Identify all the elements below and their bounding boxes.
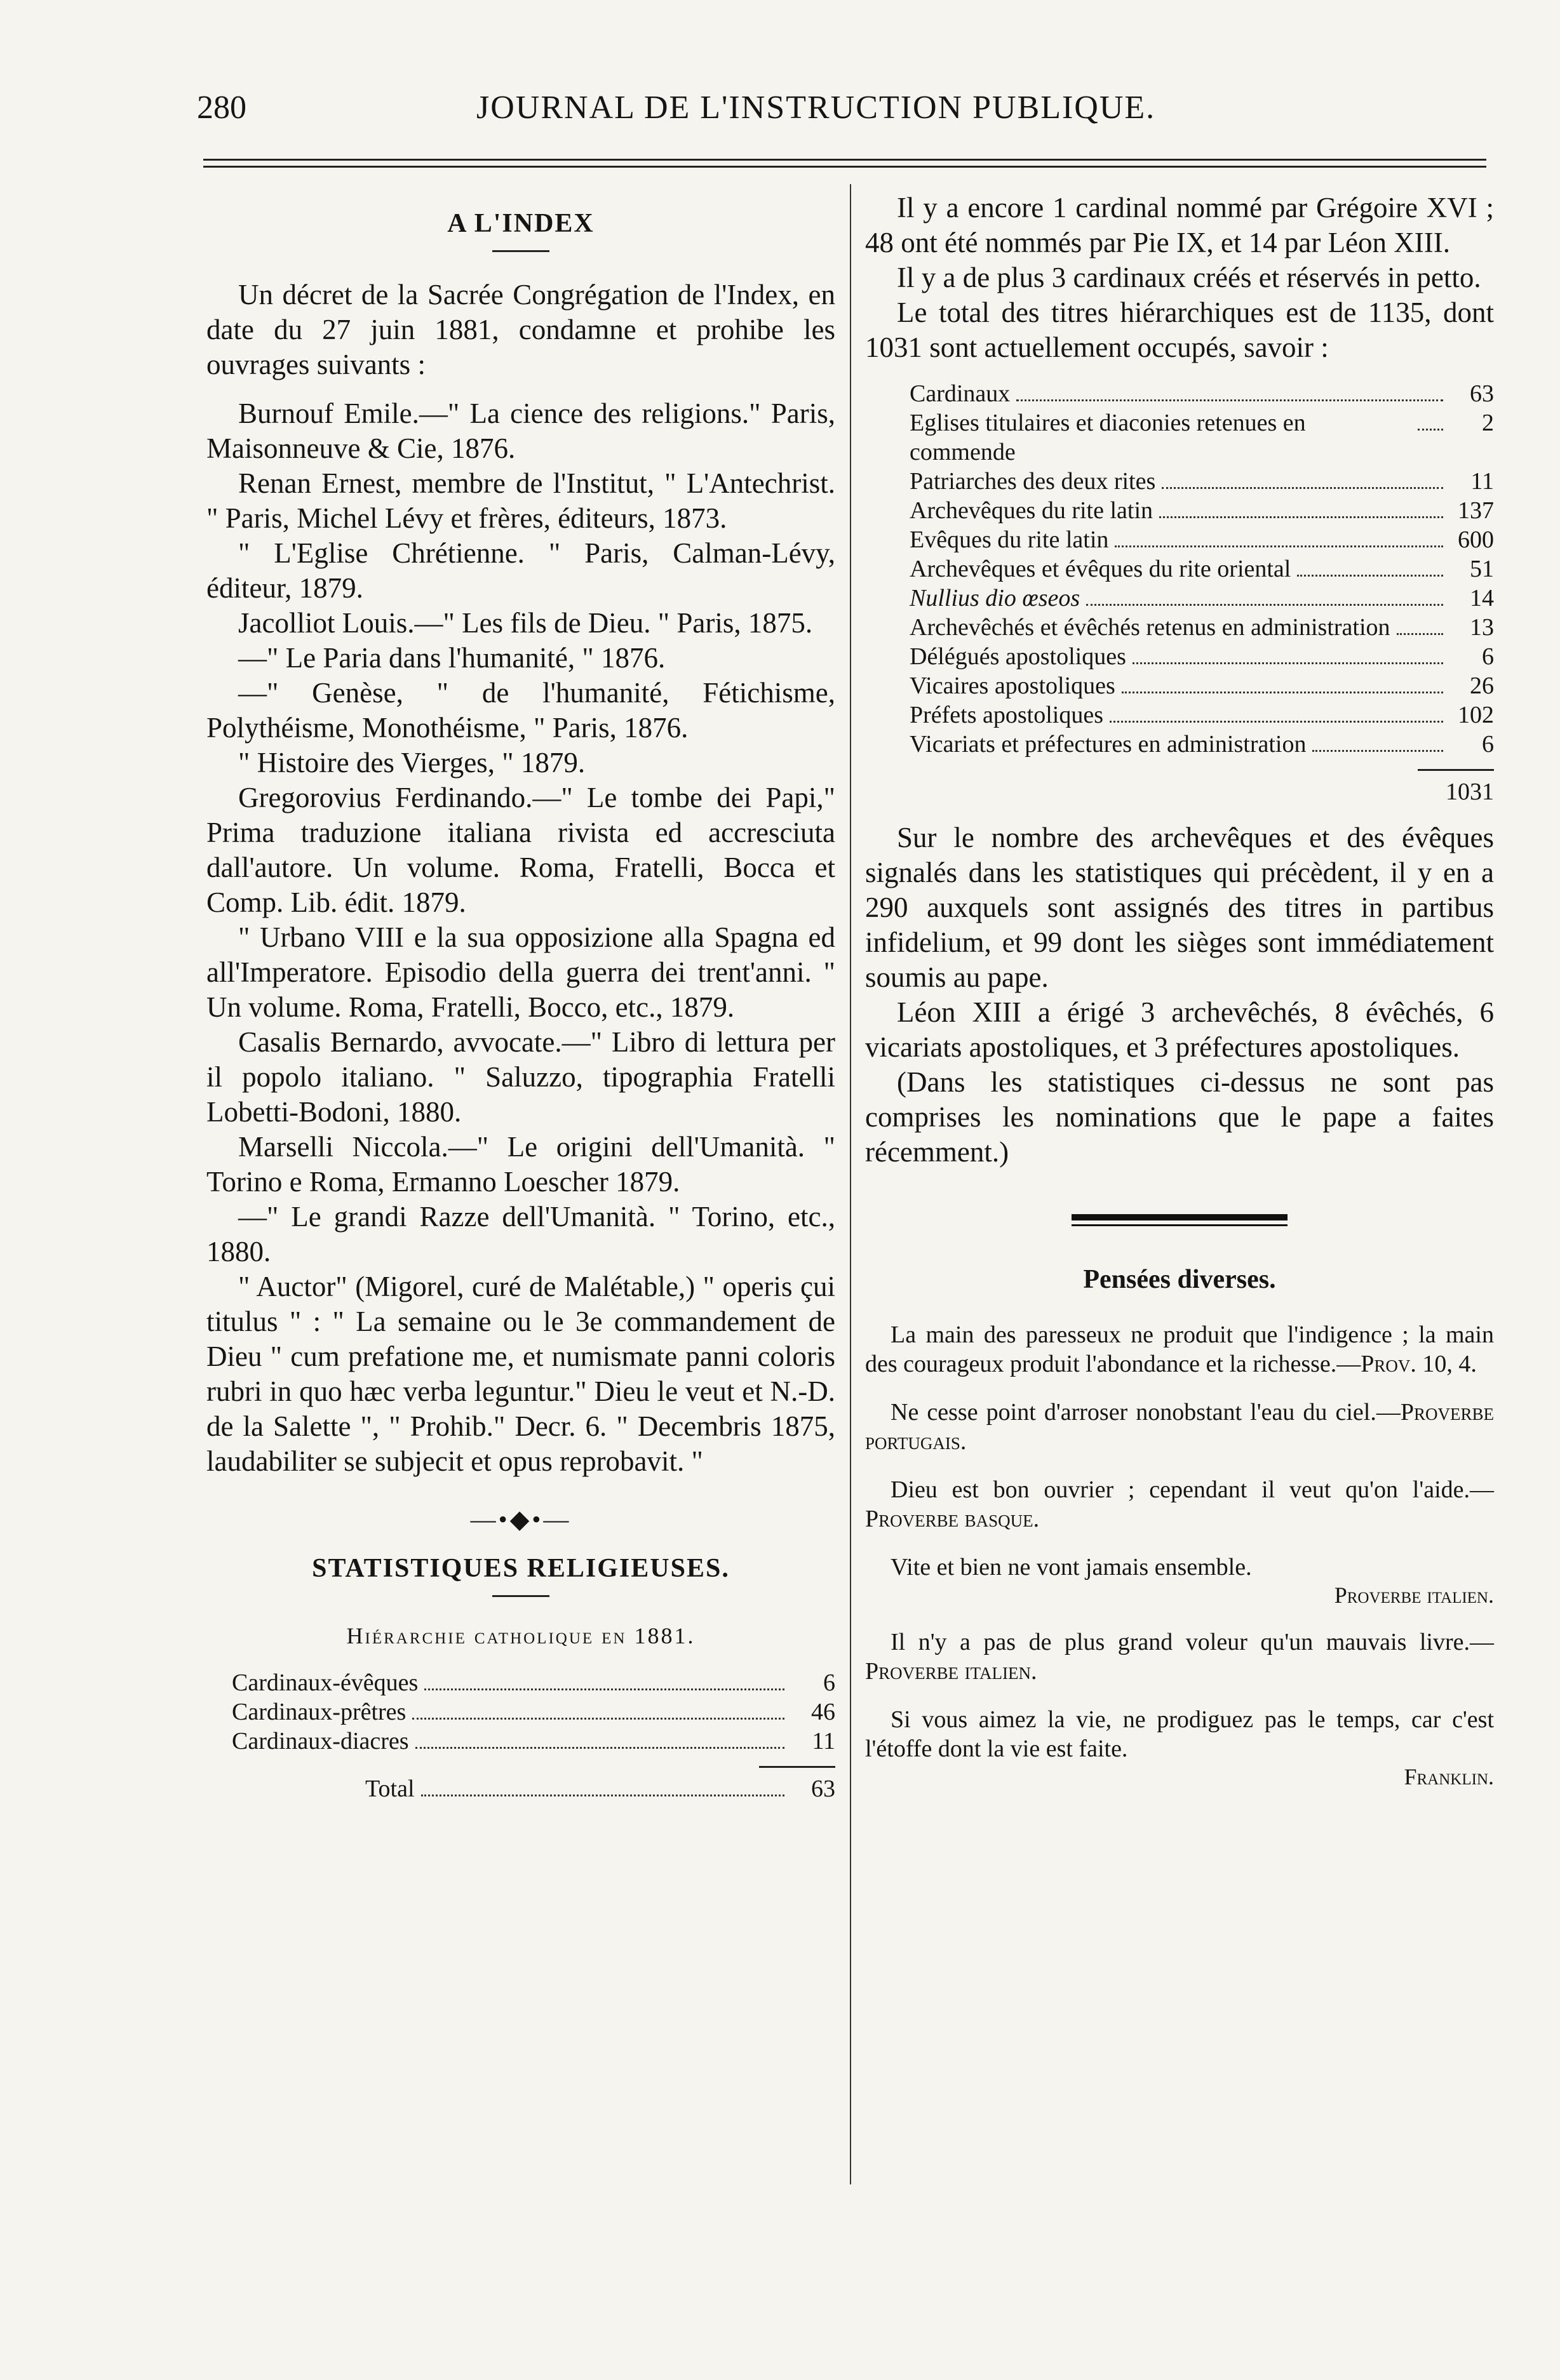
table-row: Eglises titulaires et diaconies retenues en commende 2 [910, 410, 1494, 465]
stats-heading-rule [492, 1595, 549, 1597]
table-row: Archevêchés et évêchés retenus en administration 13 [910, 614, 1494, 641]
index-entry: Gregorovius Ferdinando.—" Le tombe dei Papi," Prima traduzione italiana rivista ed accresciuta dall'autore. Un volume. Roma, Fratelli, Bocca et Comp. Lib. édit. 1879. [206, 782, 835, 918]
total-rule [1418, 769, 1494, 771]
pensee-item: Il n'y a pas de plus grand voleur qu'un mauvais livre.—Proverbe italien. [865, 1629, 1494, 1685]
archbishops-paragraph: (Dans les statistiques ci-dessus ne sont pas comprises les nominations que le pape a faites récemment.) [865, 1066, 1494, 1168]
page-number: 280 [197, 90, 246, 126]
index-entry: " L'Eglise Chrétienne. " Paris, Calman-Lévy, éditeur, 1879. [206, 537, 835, 604]
archbishops-paragraph: Léon XIII a érigé 3 archevêchés, 8 évêchés, 6 vicariats apostoliques, et 3 préfectures apostoliques. [865, 996, 1494, 1063]
section-rule-thin [1072, 1224, 1288, 1226]
pensee-item: Vite et bien ne vont jamais ensemble. [891, 1554, 1252, 1581]
heading-rule [492, 250, 549, 252]
ornament-divider: —•◆•— [470, 1505, 572, 1534]
index-heading: A L'INDEX [447, 209, 595, 238]
table-row: Patriarches des deux rites 11 [910, 468, 1494, 495]
table-row: Vicariats et préfectures en administration 6 [910, 731, 1494, 758]
pensee-item: La main des paresseux ne produit que l'indigence ; la main des courageux produit l'abondance et la richesse.—Prov. 10, 4. [865, 1321, 1494, 1377]
cardinals-paragraph: Il y a de plus 3 cardinaux créés et réservés in petto. [897, 262, 1481, 293]
index-intro: Un décret de la Sacrée Congrégation de l'Index, en date du 27 juin 1881, condamne et prohibe les ouvrages suivants : [206, 279, 835, 380]
pensee-attribution: Proverbe italien. [1334, 1582, 1494, 1608]
table-row: Evêques du rite latin 600 [910, 526, 1494, 553]
table-row: Vicaires apostoliques 26 [910, 672, 1494, 699]
pensees-list [865, 1320, 1494, 1790]
page-header [197, 89, 1480, 146]
index-entry: " Histoire des Vierges, " 1879. [238, 747, 586, 779]
table-row: Nullius dio œseos 14 [910, 585, 1494, 612]
pensee-item: Si vous aimez la vie, ne prodiguez pas le temps, car c'est l'étoffe dont la vie est faite. [865, 1706, 1494, 1762]
header-rule [203, 159, 1486, 168]
index-entry: —" Le grandi Razze dell'Umanità. " Torino, etc., 1880. [206, 1201, 835, 1267]
pensee-attribution: Franklin. [1404, 1764, 1494, 1789]
titles-total: 1031 [1446, 779, 1494, 805]
index-entry: Renan Ernest, membre de l'Institut, " L'Antechrist. " Paris, Michel Lévy et frères, éditeurs, 1873. [206, 467, 835, 534]
column-divider [850, 184, 851, 2184]
index-entry: Marselli Niccola.—" Le origini dell'Umanità. " Torino e Roma, Ermanno Loescher 1879. [206, 1131, 835, 1198]
table-row: Délégués apostoliques 6 [910, 643, 1494, 670]
pensees-heading: Pensées diverses. [1083, 1265, 1276, 1294]
total-rule [759, 1766, 835, 1768]
table-row: Cardinaux-prêtres 46 [232, 1699, 835, 1725]
pensee-item: Ne cesse point d'arroser nonobstant l'eau du ciel.—Proverbe portugais. [865, 1399, 1494, 1455]
index-entry: —" Genèse, " de l'humanité, Fétichisme, Polythéisme, Monothéisme, " Paris, 1876. [206, 677, 835, 744]
index-entry: —" Le Paria dans l'humanité, " 1876. [238, 642, 666, 674]
stats-subheading: Hiérarchie catholique en 1881. [346, 1623, 696, 1648]
table-row: Cardinaux 63 [910, 380, 1494, 407]
titles-table [865, 379, 1494, 806]
section-rule-thick [1072, 1214, 1288, 1220]
table-row: Cardinaux-diacres 11 [232, 1728, 835, 1755]
index-entry: " Auctor" (Migorel, curé de Malétable,) " operis çui titulus " : " La semaine ou le 3e commandement de Dieu " cum prefatione me, et numismate panni coloris rubri in quo hæc verba leguntur." Dieu le veut et N.-D. de la Salette ", " Prohib." Decr. 6. " Decembris 1875, laudabiliter se subjecit et opus reprobavit. " [206, 1271, 835, 1477]
stats-heading: STATISTIQUES RELIGIEUSES. [312, 1554, 730, 1583]
index-entry: " Urbano VIII e la sua opposizione alla Spagna ed all'Imperatore. Episodio della guerra dei trent'anni. " Un volume. Roma, Fratelli, Bocco, etc., 1879. [206, 921, 835, 1023]
cardinals-paragraph: Le total des titres hiérarchiques est de 1135, dont 1031 sont actuellement occupés, savoir : [865, 297, 1494, 363]
table-row: Préfets apostoliques 102 [910, 702, 1494, 728]
right-column [865, 191, 1494, 1790]
pensee-item: Dieu est bon ouvrier ; cependant il veut qu'on l'aide.—Proverbe basque. [865, 1476, 1494, 1532]
index-entry: Casalis Bernardo, avvocate.—" Libro di lettura per il popolo italiano. " Saluzzo, tipographia Fratelli Lobetti-Bodoni, 1880. [206, 1026, 835, 1128]
index-entry: Burnouf Emile.—" La cience des religions." Paris, Maisonneuve & Cie, 1876. [206, 398, 835, 464]
running-title: JOURNAL DE L'INSTRUCTION PUBLIQUE. [476, 90, 1156, 126]
table-row: Archevêques du rite latin 137 [910, 497, 1494, 524]
left-column [206, 191, 835, 1803]
index-entries [206, 396, 835, 1479]
total-row: Total 63 [365, 1775, 835, 1802]
archbishops-paragraph: Sur le nombre des archevêques et des évêques signalés dans les statistiques qui précèdent, il y en a 290 auxquels sont assignés des titres in partibus infidelium, et 99 dont les sièges sont immédiatement soumis au pape. [865, 822, 1494, 993]
cardinals-table [206, 1668, 835, 1803]
cardinals-paragraph: Il y a encore 1 cardinal nommé par Grégoire XVI ; 48 ont été nommés par Pie IX, et 14 par Léon XIII. [865, 192, 1494, 258]
index-entry: Jacolliot Louis.—" Les fils de Dieu. " Paris, 1875. [238, 607, 813, 639]
table-row: Archevêques et évêques du rite oriental 51 [910, 556, 1494, 582]
table-row: Cardinaux-évêques 6 [232, 1669, 835, 1696]
